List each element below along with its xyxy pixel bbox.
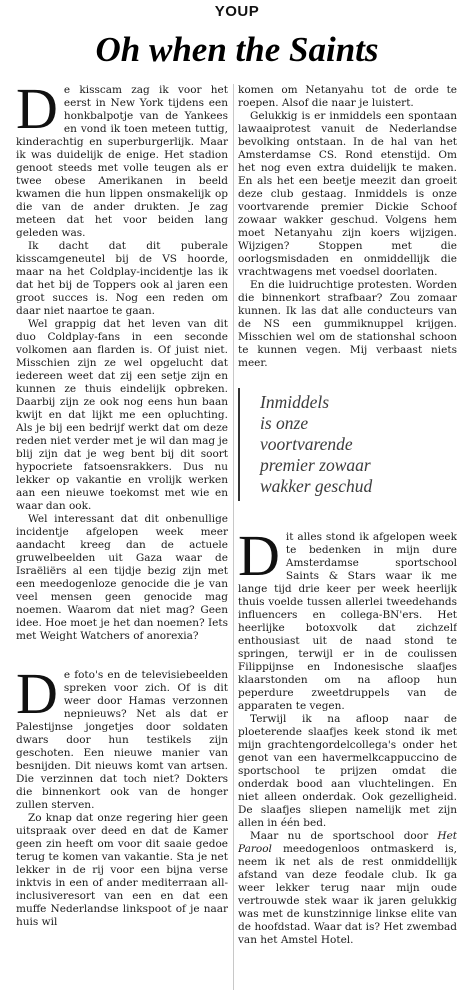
article-headline: Oh when the Saints bbox=[95, 30, 379, 69]
paragraph: komen om Netanyahu tot de orde te roepen. Alsof die naar je luistert. bbox=[238, 84, 457, 109]
paragraph: De foto's en de televisiebeelden spreken voor zich. Of is dit weer door Hamas verzonnen nepnieuws? Net als dat er Palestijnse jongetjes door soldaten dwars door hun testikels zijn geschoten. Een nieuwe manier van besnijden. Dit nieuws komt van artsen. Die verzinnen dat toch niet? Dokters die binnenkort ook van de honger zullen sterven. bbox=[16, 661, 228, 811]
paragraph: En die luidruchtige protesten. Worden die binnenkort strafbaar? Zou zomaar kunnen. Ik las dat alle conducteurs van de NS een gummiknuppel krijgen. Misschien wel om de stationshal schoon te kunnen vegen. Mij verbaast niets meer. bbox=[238, 279, 457, 369]
article-column-right bbox=[238, 84, 457, 996]
paragraph: Ik dacht dat dit puberale kisscamgeneutel bij de VS hoorde, maar na het Coldplay-incidentje las ik dat het bij de Toppers ook al jaren een groot succes is. Nog een reden om daar niet naartoe te gaan. bbox=[16, 240, 228, 317]
pull-quote-line: Inmiddels bbox=[260, 392, 330, 412]
paragraph: Zo knap dat onze regering hier geen uitspraak over deed en dat de Kamer geen zin heeft om voor dit saaie gedoe terug te komen van vakantie. Sta je net lekker in de rij voor een bijna verse inktvis in een of ander mediterraan all-inclusiveresort van een en dat een muffe Nederlandse linkspoot of je naar huis wil bbox=[16, 812, 228, 928]
publication-name: Het Parool bbox=[238, 830, 457, 855]
article-column-left bbox=[16, 84, 228, 996]
drop-cap: D bbox=[16, 661, 58, 726]
paragraph: Dit alles stond ik afgelopen week te bedenken in mijn dure Amsterdamse sportschool Saints & Stars waar ik me lange tijd drie keer per week heerlijk thuis voelde tussen allerlei tweedehands influencers en collega-BN'ers. Het heerlijke botoxvolk dat zichzelf enthousiast uit de naad stond te springen, terwijl er in de coulissen Filippijnse en Indonesische slaafjes klaarstonden om na afloop hun peperdure zweetdruppels van de apparaten te vegen. bbox=[238, 523, 457, 712]
drop-cap: D bbox=[238, 523, 280, 588]
column-divider bbox=[233, 84, 234, 990]
paragraph: Gelukkig is er inmiddels een spontaan lawaaiprotest vanuit de Nederlandse bevolking ontstaan. In de hal van het Amsterdamse CS. Rond etenstijd. Om het nog even extra duidelijk te maken. En als het een beetje meezit dan groeit deze club gestaag. Inmiddels is onze voortvarende premier Dickie Schoof zowaar wakker geschud. Volgens hem moet Netanyahu zijn koers wijzigen. Wijzigen? Stoppen met die oorlogsmisdaden en onmiddellijk die vrachtwagens met voedsel doorlaten. bbox=[238, 110, 457, 278]
paragraph: Wel grappig dat het leven van dit duo Coldplay-fans in een seconde volkomen aan flarden is. Of juist niet. Misschien zijn ze wel opgelucht dat iedereen weet dat zij een setje zijn en kunnen ze thuis eindelijk opbreken. Daarbij zijn ze ook nog eens hun baan kwijt en dat lijkt me een opluchting. Als je bij een bedrijf werkt dat om deze reden niet verder met je wil dan mag je blij zijn dat je weg bent bij dit soort hypocriete fatsoensrakkers. Dus nu lekker op vakantie en vrolijk werken aan een nieuwe toekomst met wie en waar dan ook. bbox=[16, 318, 228, 512]
drop-cap: D bbox=[16, 84, 58, 141]
pull-quote-line: is onze bbox=[260, 413, 309, 433]
pull-quote-line: premier zowaar bbox=[260, 455, 371, 475]
paragraph: Wel interessant dat dit onbenullige incidentje afgelopen week meer aandacht kreeg dan de actuele gruwelbeelden uit Gaza waar de Israëliërs al een tijdje bezig zijn met een meedogenloze genocide die je van veel mensen geen genocide mag noemen. Waarom dat niet mag? Geen idee. Hoe moet je het dan noemen? Iets met Weight Watchers of anorexia? bbox=[16, 513, 228, 642]
paragraph: Maar nu de sportschool door Het Parool meedogenloos ontmaskerd is, neem ik net als de rest onmiddellijk afstand van deze feodale club. Ik ga weer lekker terug naar mijn oude vertrouwde stek waar ik jaren gelukkig was met de kunstzinnige linkse elite van de hoofdstad. Waar dat is? Het zwembad van het Amstel Hotel. bbox=[238, 830, 457, 946]
columnist-kicker: YOUP bbox=[214, 3, 260, 20]
pull-quote-line: wakker geschud bbox=[260, 476, 373, 496]
paragraph: De kisscam zag ik voor het eerst in New York tijdens een honkbalpotje van de Yankees en vond ik toen meteen tuttig, kinderachtig en superburgerlijk. Maar ik was duidelijk de enige. Het stadion genoot steeds met volle teugen als er twee obese Amerikanen in beeld kwamen die hun lippen onsmakelijk op die van de ander drukten. Je zag meteen dat het voor beiden lang geleden was. bbox=[16, 84, 228, 239]
pull-quote-line: voortvarende bbox=[260, 434, 353, 454]
pull-quote bbox=[238, 388, 457, 501]
paragraph: Terwijl ik na afloop naar de ploeterende slaafjes keek stond ik met mijn grachtengordelcollega's onder het genot van een havermelkcappuccino de sportschool te prijzen omdat die onderdak bood aan vluchtelingen. En niet alleen onderdak. Ook gezelligheid. De slaafjes sliepen namelijk met zijn allen in één bed. bbox=[238, 713, 457, 829]
